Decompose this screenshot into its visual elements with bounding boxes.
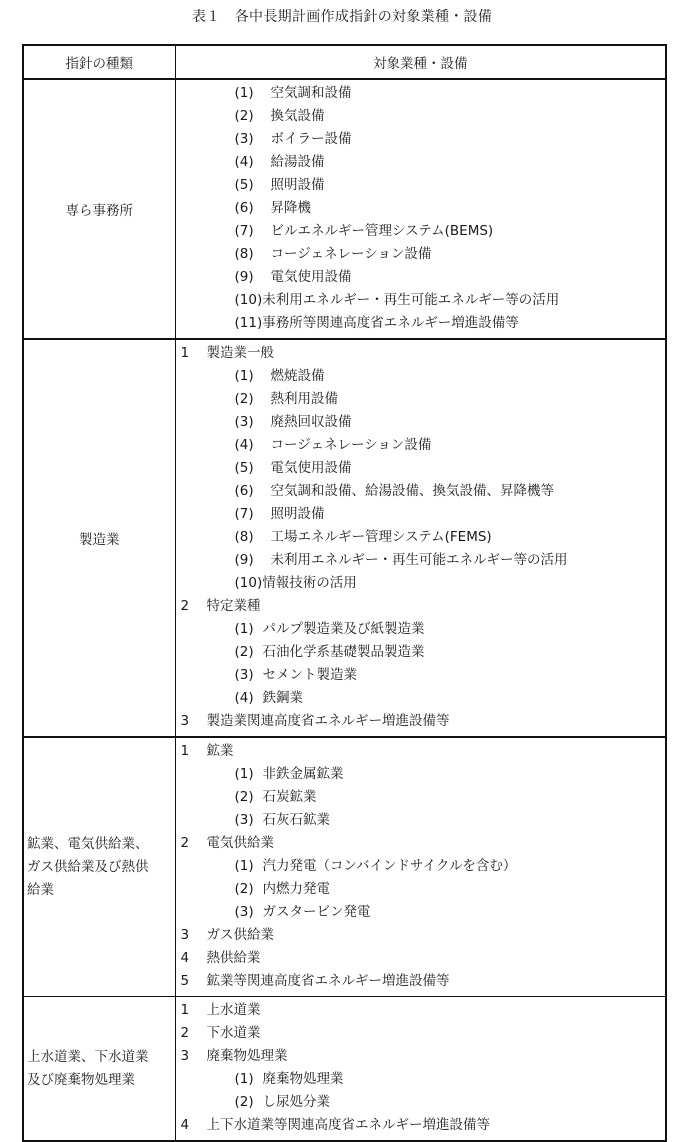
item-number: 3 bbox=[180, 713, 190, 729]
item-text: パルプ製造業及び紙製造業 bbox=[262, 621, 425, 637]
item-number: (5) bbox=[234, 177, 254, 193]
item-text: ビルエネルギー管理システム(BEMS) bbox=[270, 223, 494, 239]
list-item bbox=[181, 434, 666, 457]
item-number: (6) bbox=[234, 200, 254, 216]
list-item bbox=[181, 151, 666, 174]
item-text: し尿処分業 bbox=[262, 1094, 330, 1110]
category-line: 及び廃棄物処理業 bbox=[27, 1071, 135, 1088]
item-number: (3) bbox=[234, 812, 254, 828]
item-number: 1 bbox=[180, 743, 190, 759]
item-text: 熱供給業 bbox=[206, 950, 261, 966]
item-text: 空気調和設備、給湯設備、換気設備、昇降機等 bbox=[270, 483, 554, 499]
item-number: (1) bbox=[234, 1071, 254, 1087]
item-text: 電気使用設備 bbox=[270, 460, 352, 476]
item-number: (8) bbox=[234, 246, 254, 262]
list-item bbox=[181, 174, 666, 197]
list-item bbox=[181, 595, 666, 618]
list-item bbox=[181, 1022, 666, 1045]
item-number: (2) bbox=[234, 391, 254, 407]
items-cell bbox=[175, 79, 666, 339]
item-text: 廃棄物処理業 bbox=[206, 1048, 288, 1064]
item-text: 汽力発電（コンバインドサイクルを含む） bbox=[262, 858, 517, 874]
item-number: (9) bbox=[234, 552, 254, 568]
item-number: 5 bbox=[180, 973, 190, 989]
items-cell bbox=[175, 737, 666, 997]
item-text: 給湯設備 bbox=[270, 154, 325, 170]
list-item bbox=[181, 618, 666, 641]
item-number: (1) bbox=[234, 766, 254, 782]
list-item bbox=[181, 924, 666, 947]
item-number: (1) bbox=[234, 85, 254, 101]
item-number: (2) bbox=[234, 108, 254, 124]
item-number: 1 bbox=[180, 345, 190, 361]
item-number: (8) bbox=[234, 529, 254, 545]
list-item bbox=[181, 970, 666, 993]
list-item bbox=[181, 763, 666, 786]
item-number: (4) bbox=[234, 690, 254, 706]
list-item bbox=[181, 480, 666, 503]
item-number: (4) bbox=[234, 437, 254, 453]
list-item bbox=[181, 901, 666, 924]
item-number: (3) bbox=[234, 414, 254, 430]
category-cell: 製造業 bbox=[23, 339, 175, 737]
item-text: コージェネレーション設備 bbox=[270, 246, 432, 262]
list-item bbox=[181, 503, 666, 526]
table-title: 表１ 各中長期計画作成指針の対象業種・設備 bbox=[191, 9, 493, 25]
item-text: 換気設備 bbox=[270, 108, 325, 124]
list-item bbox=[181, 878, 666, 901]
item-number: (3) bbox=[234, 904, 254, 920]
item-number: 3 bbox=[180, 1048, 190, 1064]
item-text: 鉱業等関連高度省エネルギー増進設備等 bbox=[206, 973, 450, 989]
items-cell bbox=[175, 339, 666, 737]
item-number: (7) bbox=[234, 506, 254, 522]
item-text: 照明設備 bbox=[270, 177, 325, 193]
list-item bbox=[181, 266, 666, 289]
item-text: 未利用エネルギー・再生可能エネルギー等の活用 bbox=[270, 552, 568, 568]
target-industries-table bbox=[22, 44, 667, 1142]
item-text: ガスタービン発電 bbox=[262, 904, 371, 920]
category-line: 給業 bbox=[27, 881, 54, 898]
list-item bbox=[181, 641, 666, 664]
item-text: 鉱業 bbox=[206, 743, 234, 759]
list-item bbox=[181, 687, 666, 710]
list-item bbox=[181, 388, 666, 411]
list-item bbox=[181, 411, 666, 434]
item-number: (4) bbox=[234, 154, 254, 170]
item-text: 上水道業 bbox=[206, 1002, 261, 1018]
category-line: ガス供給業及び熱供 bbox=[27, 858, 149, 875]
item-number: 2 bbox=[180, 835, 190, 851]
list-item bbox=[181, 572, 666, 595]
item-number: (2) bbox=[234, 644, 254, 660]
item-text: セメント製造業 bbox=[262, 667, 357, 683]
item-number: 3 bbox=[180, 927, 190, 943]
item-number: (2) bbox=[234, 1094, 254, 1110]
list-item bbox=[181, 105, 666, 128]
list-item bbox=[181, 457, 666, 480]
list-item bbox=[181, 740, 666, 763]
item-text: 石灰石鉱業 bbox=[262, 812, 330, 828]
item-text: 石炭鉱業 bbox=[262, 789, 317, 805]
item-number: (1) bbox=[234, 368, 254, 384]
category-cell bbox=[23, 997, 175, 1142]
list-item bbox=[181, 526, 666, 549]
list-item bbox=[181, 243, 666, 266]
item-text: ガス供給業 bbox=[206, 927, 274, 943]
item-text: 石油化学系基礎製品製造業 bbox=[262, 644, 425, 660]
item-number: (6) bbox=[234, 483, 254, 499]
item-number: 4 bbox=[180, 950, 190, 966]
item-number: (9) bbox=[234, 269, 254, 285]
list-item bbox=[181, 312, 666, 335]
item-text: 製造業関連高度省エネルギー増進設備等 bbox=[206, 713, 450, 729]
list-item bbox=[181, 549, 666, 572]
header-guideline-type: 指針の種類 bbox=[23, 45, 175, 79]
item-text: 空気調和設備 bbox=[270, 85, 352, 101]
list-item bbox=[181, 832, 666, 855]
list-item bbox=[181, 1091, 666, 1114]
list-item bbox=[181, 855, 666, 878]
list-item bbox=[181, 82, 666, 105]
item-number: 2 bbox=[180, 598, 190, 614]
item-text: 廃熱回収設備 bbox=[270, 414, 352, 430]
item-number: (2) bbox=[234, 789, 254, 805]
item-text: 燃焼設備 bbox=[270, 368, 325, 384]
item-text: ボイラー設備 bbox=[270, 131, 352, 147]
list-item bbox=[181, 220, 666, 243]
item-number: (10) bbox=[234, 292, 263, 308]
item-text: 非鉄金属鉱業 bbox=[262, 766, 344, 782]
item-text: 内燃力発電 bbox=[262, 881, 330, 897]
list-item bbox=[181, 197, 666, 220]
item-text: 未利用エネルギー・再生可能エネルギー等の活用 bbox=[262, 292, 560, 308]
item-text: 製造業一般 bbox=[206, 345, 274, 361]
item-number: (1) bbox=[234, 858, 254, 874]
list-item bbox=[181, 1068, 666, 1091]
item-text: 昇降機 bbox=[270, 200, 311, 216]
list-item bbox=[181, 664, 666, 687]
list-item bbox=[181, 1045, 666, 1068]
item-text: 電気供給業 bbox=[206, 835, 274, 851]
table-row bbox=[23, 339, 666, 737]
item-number: (10) bbox=[234, 575, 263, 591]
item-text: 照明設備 bbox=[270, 506, 325, 522]
category-line: 上水道業、下水道業 bbox=[27, 1048, 149, 1065]
item-number: (2) bbox=[234, 881, 254, 897]
item-text: 熱利用設備 bbox=[270, 391, 338, 407]
list-item bbox=[181, 289, 666, 312]
table-row bbox=[23, 737, 666, 997]
list-item bbox=[181, 809, 666, 832]
item-number: (7) bbox=[234, 223, 254, 239]
item-text: 上下水道業等関連高度省エネルギー増進設備等 bbox=[206, 1117, 490, 1133]
list-item bbox=[181, 710, 666, 733]
item-number: (11) bbox=[234, 315, 263, 331]
item-number: (5) bbox=[234, 460, 254, 476]
table-row bbox=[23, 997, 666, 1142]
category-cell bbox=[23, 737, 175, 997]
item-text: 情報技術の活用 bbox=[262, 575, 357, 591]
item-text: 下水道業 bbox=[206, 1025, 261, 1041]
item-text: コージェネレーション設備 bbox=[270, 437, 432, 453]
list-item bbox=[181, 786, 666, 809]
header-target-industries: 対象業種・設備 bbox=[175, 45, 666, 79]
table-row bbox=[23, 79, 666, 339]
table-header-row bbox=[23, 45, 666, 79]
item-number: (3) bbox=[234, 131, 254, 147]
item-number: 2 bbox=[180, 1025, 190, 1041]
item-number: 1 bbox=[180, 1002, 190, 1018]
item-text: 特定業種 bbox=[206, 598, 261, 614]
list-item bbox=[181, 128, 666, 151]
items-cell bbox=[175, 997, 666, 1142]
list-item bbox=[181, 947, 666, 970]
item-number: 4 bbox=[180, 1117, 190, 1133]
list-item bbox=[181, 342, 666, 365]
item-number: (3) bbox=[234, 667, 254, 683]
category-cell: 専ら事務所 bbox=[23, 79, 175, 339]
list-item bbox=[181, 1114, 666, 1137]
list-item bbox=[181, 999, 666, 1022]
item-text: 電気使用設備 bbox=[270, 269, 352, 285]
item-text: 廃棄物処理業 bbox=[262, 1071, 344, 1087]
category-line: 鉱業、電気供給業、 bbox=[27, 835, 149, 852]
item-text: 鉄鋼業 bbox=[262, 690, 303, 706]
list-item bbox=[181, 365, 666, 388]
item-number: (1) bbox=[234, 621, 254, 637]
item-text: 事務所等関連高度省エネルギー増進設備等 bbox=[262, 315, 519, 331]
item-text: 工場エネルギー管理システム(FEMS) bbox=[270, 529, 492, 545]
